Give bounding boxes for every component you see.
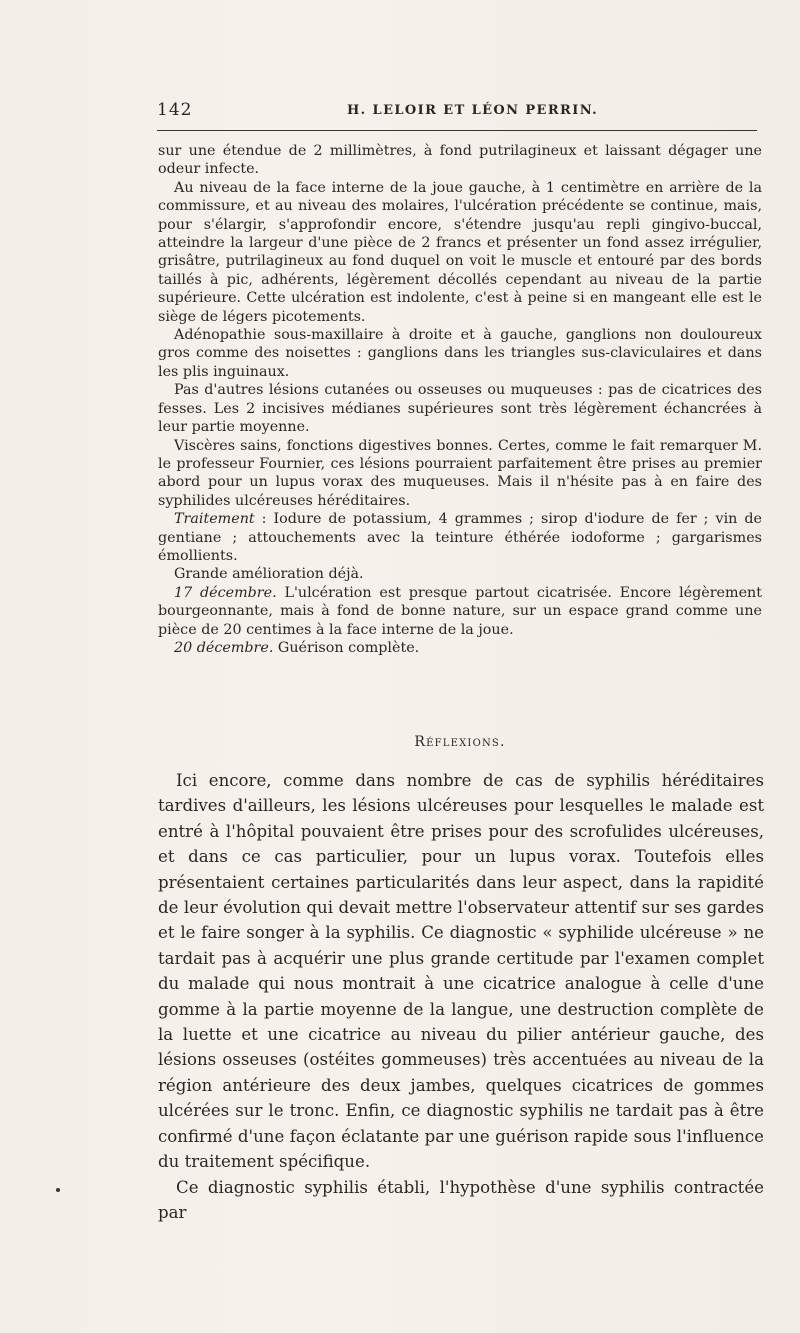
observation-paragraph: Au niveau de la face interne de la joue gauche, à 1 centimètre en arrière de la commissure, et au niveau des molaires, l'ulcération précédente se continue, mais, pour s'élargir, s'approfondir encore, s'étendre jusqu'au repli gingivo-buccal, atteindre la largeur d'une pièce de 2 francs et présenter un fond assez irrégulier, grisâtre, putrilagineux au fond duquel on voit le muscle et entouré par des bords taillés à pic, adhérents, légèrement décollés cependant au niveau de la partie supérieure. Cette ulcération est indolente, c'est à peine si en mangeant elle est le siège de légers picotements.	[158, 179, 762, 325]
observation-paragraph: Viscères sains, fonctions digestives bonnes. Certes, comme le fait remarquer M. le professeur Fournier, ces lésions pourraient parfaitement être prises au premier abord pour un lupus vorax des muqueuses. Mais il n'hésite pas à en faire des syphilides ulcéreuses héréditaires.	[158, 437, 762, 509]
observation-paragraph: Pas d'autres lésions cutanées ou osseuses ou muqueuses : pas de cicatrices des fesses. Les 2 incisives médianes supérieures sont très légèrement échancrées à leur partie moyenne.	[158, 382, 762, 436]
entry-text: L'ulcération est presque partout cicatrisée. Encore légèrement bourgeonnante, mais à fond de bonne nature, sur un espace grand comme une pièce de 20 centimes à la face interne de la joue.	[158, 584, 762, 638]
treatment-paragraph	[158, 510, 762, 565]
observation-paragraph: sur une étendue de 2 millimètres, à fond putrilagineux et laissant dégager une odeur infecte.	[158, 143, 762, 178]
dated-entry	[158, 584, 762, 639]
treatment-text: : Iodure de potassium, 4 grammes ; sirop d'iodure de fer ; vin de gentiane ; attouchements avec la teinture éthérée iodoforme ; gargarismes émollients.	[158, 511, 762, 564]
page-number: 142	[157, 100, 193, 120]
ink-speck	[56, 1188, 60, 1192]
observation-paragraph: Adénopathie sous-maxillaire à droite et à gauche, ganglions non douloureux gros comme des noisettes : ganglions dans les triangles sus-claviculaires et dans les plis inguinaux.	[158, 327, 762, 380]
reflexions-body	[158, 768, 764, 1225]
observation-paragraph: Grande amélioration déjà.	[174, 566, 364, 583]
entry-text: Guérison complète.	[273, 639, 420, 656]
body-paragraph: Ce diagnostic syphilis établi, l'hypothèse d'une syphilis contractée par	[158, 1177, 764, 1222]
case-observation	[158, 142, 762, 657]
page-header	[157, 96, 757, 126]
entry-date: 20 décembre.	[174, 639, 274, 656]
dated-entry	[158, 639, 762, 657]
section-heading: Réflexions.	[414, 734, 506, 750]
header-rule	[157, 130, 757, 131]
treatment-label: Traitement	[174, 511, 255, 528]
body-paragraph: Ici encore, comme dans nombre de cas de syphilis héréditaires tardives d'ailleurs, les lésions ulcéreuses pour lesquelles le malade est entré à l'hôpital pouvaient être prises pour des scrofulides ulcéreuses, et dans ce cas particulier, pour un lupus vorax. Toutefois elles présentaient certaines particularités dans leur aspect, dans la rapidité de leur évolution qui devait mettre l'observateur attentif sur ses gardes et le faire songer à la syphilis. Ce diagnostic « syphilide ulcéreuse » ne tardait pas à acquérir une plus grande certitude par l'examen complet du malade qui nous montrait à une cicatrice analogue à celle d'une gomme à la partie moyenne de la langue, une destruction complète de la luette et une cicatrice au niveau du pilier antérieur gauche, des lésions osseuses (ostéites gommeuses) très accentuées au niveau de la région antérieure des deux jambes, quelques cicatrices de gommes ulcérées sur le tronc. Enfin, ce diagnostic syphilis ne tardait pas à être confirmé d'une façon éclatante par une guérison rapide sous l'influence du traitement spécifique.	[158, 771, 764, 1172]
entry-date: 17 décembre.	[174, 584, 277, 601]
running-title: H. LELOIR ET LÉON PERRIN.	[347, 103, 599, 118]
